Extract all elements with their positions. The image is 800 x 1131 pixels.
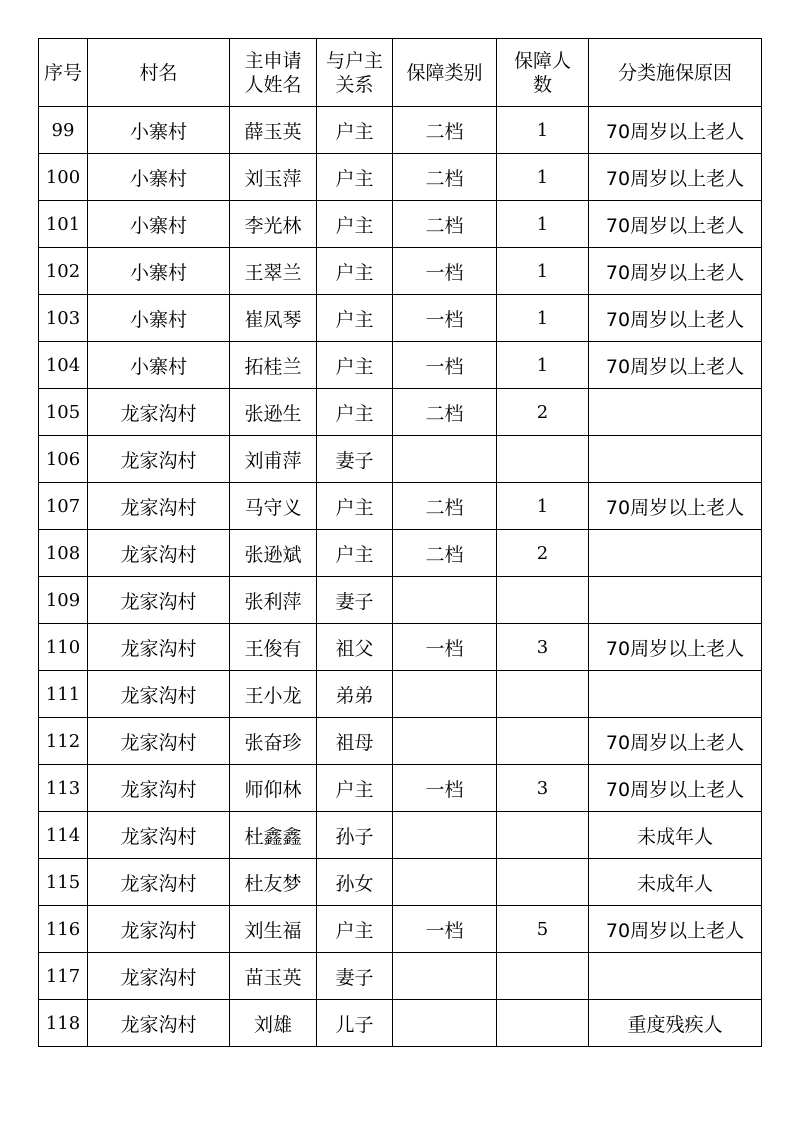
cell-category: 二档 [393, 483, 497, 530]
cell-village: 龙家沟村 [88, 577, 230, 624]
cell-reason: 70周岁以上老人 [589, 718, 762, 765]
header-category: 保障类别 [393, 39, 497, 107]
cell-applicant-name: 张逊斌 [230, 530, 317, 577]
cell-reason: 未成年人 [589, 859, 762, 906]
cell-count: 1 [497, 107, 589, 154]
cell-category [393, 953, 497, 1000]
cell-category [393, 812, 497, 859]
cell-reason: 70周岁以上老人 [589, 765, 762, 812]
table-row [39, 530, 762, 577]
cell-category: 二档 [393, 107, 497, 154]
cell-count [497, 1000, 589, 1047]
cell-count: 1 [497, 342, 589, 389]
table-row [39, 718, 762, 765]
header-applicant [230, 39, 317, 107]
cell-reason: 70周岁以上老人 [589, 906, 762, 953]
cell-applicant-name: 张奋珍 [230, 718, 317, 765]
table-row [39, 765, 762, 812]
cell-count: 3 [497, 765, 589, 812]
header-count-line2: 数 [532, 73, 552, 96]
header-applicant-line2: 人姓名 [244, 73, 302, 96]
cell-category: 一档 [393, 624, 497, 671]
table-body [39, 107, 762, 1047]
cell-count: 1 [497, 154, 589, 201]
cell-category: 一档 [393, 906, 497, 953]
table-row [39, 389, 762, 436]
cell-village: 龙家沟村 [88, 671, 230, 718]
cell-village: 龙家沟村 [88, 765, 230, 812]
cell-reason: 70周岁以上老人 [589, 107, 762, 154]
cell-applicant-name: 张利萍 [230, 577, 317, 624]
cell-category: 二档 [393, 389, 497, 436]
cell-applicant-name: 杜友梦 [230, 859, 317, 906]
cell-relation: 妻子 [317, 436, 393, 483]
cell-relation: 户主 [317, 389, 393, 436]
cell-relation: 户主 [317, 248, 393, 295]
cell-count: 2 [497, 530, 589, 577]
cell-applicant-name: 张逊生 [230, 389, 317, 436]
cell-relation: 孙子 [317, 812, 393, 859]
cell-count: 5 [497, 906, 589, 953]
table-row [39, 671, 762, 718]
cell-count [497, 859, 589, 906]
cell-seq: 110 [39, 624, 88, 671]
cell-count [497, 718, 589, 765]
cell-reason [589, 389, 762, 436]
cell-reason: 70周岁以上老人 [589, 624, 762, 671]
cell-count: 3 [497, 624, 589, 671]
cell-seq: 107 [39, 483, 88, 530]
cell-category [393, 436, 497, 483]
cell-seq: 108 [39, 530, 88, 577]
cell-category [393, 859, 497, 906]
cell-count [497, 577, 589, 624]
cell-seq: 115 [39, 859, 88, 906]
cell-applicant-name: 刘雄 [230, 1000, 317, 1047]
table-row [39, 906, 762, 953]
table-row [39, 483, 762, 530]
header-count-line1: 保障人 [513, 49, 571, 72]
cell-category: 一档 [393, 765, 497, 812]
cell-count [497, 436, 589, 483]
cell-village: 龙家沟村 [88, 624, 230, 671]
table-row [39, 953, 762, 1000]
cell-relation: 祖母 [317, 718, 393, 765]
cell-category: 二档 [393, 154, 497, 201]
cell-relation: 祖父 [317, 624, 393, 671]
cell-seq: 104 [39, 342, 88, 389]
cell-reason [589, 436, 762, 483]
cell-category: 一档 [393, 248, 497, 295]
cell-seq: 109 [39, 577, 88, 624]
cell-village: 龙家沟村 [88, 1000, 230, 1047]
header-relation-line1: 与户主 [325, 49, 383, 72]
cell-count: 1 [497, 201, 589, 248]
cell-reason: 70周岁以上老人 [589, 342, 762, 389]
table-row [39, 248, 762, 295]
table-row [39, 154, 762, 201]
table-row [39, 201, 762, 248]
cell-relation: 孙女 [317, 859, 393, 906]
cell-count: 1 [497, 295, 589, 342]
cell-relation: 儿子 [317, 1000, 393, 1047]
header-seq: 序号 [39, 39, 88, 107]
cell-reason: 70周岁以上老人 [589, 295, 762, 342]
cell-relation: 户主 [317, 530, 393, 577]
cell-seq: 101 [39, 201, 88, 248]
cell-applicant-name: 马守义 [230, 483, 317, 530]
cell-relation: 户主 [317, 201, 393, 248]
cell-reason: 70周岁以上老人 [589, 201, 762, 248]
cell-relation: 户主 [317, 107, 393, 154]
cell-relation: 弟弟 [317, 671, 393, 718]
cell-reason: 70周岁以上老人 [589, 483, 762, 530]
table-row [39, 1000, 762, 1047]
cell-village: 小寨村 [88, 154, 230, 201]
cell-village: 小寨村 [88, 342, 230, 389]
cell-count: 2 [497, 389, 589, 436]
cell-village: 小寨村 [88, 248, 230, 295]
cell-applicant-name: 崔凤琴 [230, 295, 317, 342]
cell-applicant-name: 刘玉萍 [230, 154, 317, 201]
cell-applicant-name: 李光林 [230, 201, 317, 248]
header-relation-line2: 关系 [335, 73, 374, 96]
cell-applicant-name: 师仰林 [230, 765, 317, 812]
cell-relation: 户主 [317, 154, 393, 201]
header-village: 村名 [88, 39, 230, 107]
cell-seq: 116 [39, 906, 88, 953]
cell-village: 龙家沟村 [88, 389, 230, 436]
cell-village: 龙家沟村 [88, 530, 230, 577]
cell-applicant-name: 王小龙 [230, 671, 317, 718]
cell-category [393, 577, 497, 624]
table-row [39, 624, 762, 671]
cell-category [393, 718, 497, 765]
cell-category [393, 1000, 497, 1047]
table-row [39, 107, 762, 154]
cell-applicant-name: 苗玉英 [230, 953, 317, 1000]
cell-seq: 102 [39, 248, 88, 295]
cell-seq: 114 [39, 812, 88, 859]
cell-seq: 99 [39, 107, 88, 154]
header-applicant-line1: 主申请 [244, 49, 302, 72]
cell-village: 龙家沟村 [88, 436, 230, 483]
cell-category: 二档 [393, 201, 497, 248]
header-reason: 分类施保原因 [589, 39, 762, 107]
cell-count: 1 [497, 248, 589, 295]
header-relation [317, 39, 393, 107]
cell-reason [589, 671, 762, 718]
cell-count [497, 671, 589, 718]
cell-seq: 118 [39, 1000, 88, 1047]
cell-seq: 112 [39, 718, 88, 765]
cell-seq: 111 [39, 671, 88, 718]
cell-category [393, 671, 497, 718]
cell-village: 龙家沟村 [88, 953, 230, 1000]
cell-applicant-name: 刘甫萍 [230, 436, 317, 483]
cell-count: 1 [497, 483, 589, 530]
cell-applicant-name: 薛玉英 [230, 107, 317, 154]
table-row [39, 342, 762, 389]
cell-seq: 105 [39, 389, 88, 436]
table-row [39, 295, 762, 342]
assistance-roster-table [38, 38, 762, 1047]
header-count [497, 39, 589, 107]
cell-village: 小寨村 [88, 107, 230, 154]
cell-category: 一档 [393, 342, 497, 389]
cell-relation: 户主 [317, 765, 393, 812]
cell-seq: 100 [39, 154, 88, 201]
cell-seq: 113 [39, 765, 88, 812]
table-row [39, 812, 762, 859]
cell-reason: 70周岁以上老人 [589, 154, 762, 201]
cell-village: 小寨村 [88, 201, 230, 248]
cell-count [497, 812, 589, 859]
cell-seq: 103 [39, 295, 88, 342]
cell-reason [589, 953, 762, 1000]
cell-applicant-name: 杜鑫鑫 [230, 812, 317, 859]
cell-village: 龙家沟村 [88, 483, 230, 530]
table-row [39, 436, 762, 483]
table-header [39, 39, 762, 107]
cell-village: 小寨村 [88, 295, 230, 342]
cell-category: 一档 [393, 295, 497, 342]
header-row [39, 39, 762, 107]
cell-relation: 妻子 [317, 953, 393, 1000]
cell-village: 龙家沟村 [88, 906, 230, 953]
cell-relation: 户主 [317, 295, 393, 342]
cell-village: 龙家沟村 [88, 718, 230, 765]
cell-applicant-name: 拓桂兰 [230, 342, 317, 389]
cell-relation: 户主 [317, 906, 393, 953]
cell-category: 二档 [393, 530, 497, 577]
cell-count [497, 953, 589, 1000]
cell-reason: 重度残疾人 [589, 1000, 762, 1047]
cell-applicant-name: 王俊有 [230, 624, 317, 671]
cell-reason [589, 530, 762, 577]
cell-relation: 户主 [317, 342, 393, 389]
cell-village: 龙家沟村 [88, 812, 230, 859]
table-row [39, 859, 762, 906]
cell-relation: 户主 [317, 483, 393, 530]
table-row [39, 577, 762, 624]
cell-applicant-name: 王翠兰 [230, 248, 317, 295]
cell-reason [589, 577, 762, 624]
cell-relation: 妻子 [317, 577, 393, 624]
cell-village: 龙家沟村 [88, 859, 230, 906]
cell-seq: 117 [39, 953, 88, 1000]
cell-applicant-name: 刘生福 [230, 906, 317, 953]
cell-seq: 106 [39, 436, 88, 483]
cell-reason: 未成年人 [589, 812, 762, 859]
cell-reason: 70周岁以上老人 [589, 248, 762, 295]
